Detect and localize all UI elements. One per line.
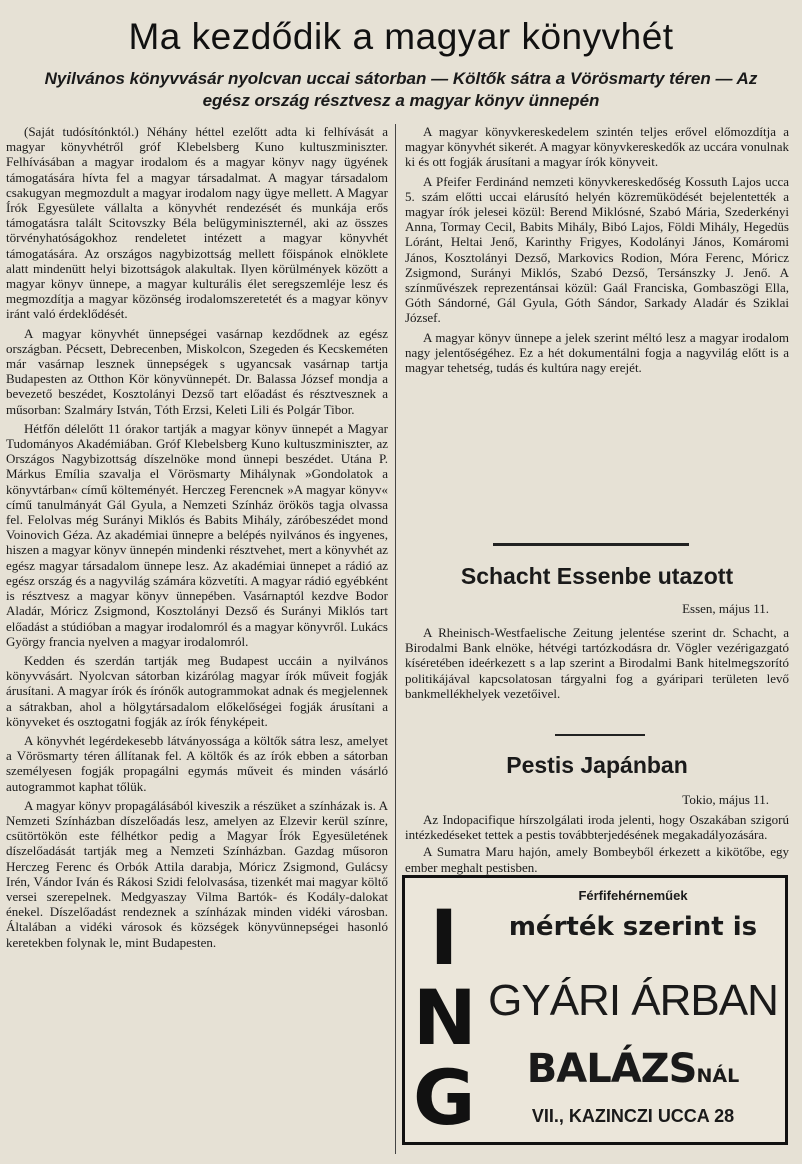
ad-tagline: mérték szerint is xyxy=(508,912,758,942)
article-paragraph: Az Indopacifique hírszolgálati iroda jelenti, hogy Oszakában szigorú intézkedéseket tettek a pestis továbbterjedésének megakadályozására. xyxy=(405,812,789,843)
main-article-column-left xyxy=(6,124,388,1158)
pestis-article-dateline: Tokio, május 11. xyxy=(682,792,769,807)
ad-side-letter: G xyxy=(413,1053,476,1142)
article-paragraph: A magyar könyv propagálásából kiveszik a részüket a színházak is. A Nemzeti Színházban díszelőadás lesz, amelyen az Elzevir kerül színre, csütörtökön este félhétkor pedig a Magyar Írók Egyesületének díszelőadását tartják meg a Nemzeti Színházban. Gazdag műsoron Herczeg Ferenc és Orbók Attila darabja, Móricz Zsigmond, Gulácsy Irén, Vándor Iván és Rákosi Szidi felolvasása, tizenkét mai magyar költő versei szerepelnek. Medgyaszay Vilma Bartók- és Kodály-dalokat énekel. Díszelőadást rendeznek a színházak minden vidéki városban. Általában a vidéki városok és községek könyvünnepségei hasonló keretekben folynak le, mint Budapesten. xyxy=(6,797,388,950)
article-paragraph: A magyar könyvkereskedelem szintén teljes erővel előmozdítja a magyar könyvhét sikerét. A magyar könyvkereskedők az uccára vonulnak ki és ott fogják árusítani a magyar írók könyveit. xyxy=(405,124,789,170)
pestis-article-title: Pestis Japánban xyxy=(506,752,688,778)
ad-brand-suffix: NÁL xyxy=(696,1065,740,1087)
section-divider xyxy=(555,734,645,736)
ing-advertisement xyxy=(402,875,788,1145)
ad-side-letters xyxy=(413,893,477,1142)
main-article-column-right xyxy=(405,124,789,579)
section-divider xyxy=(493,543,689,546)
ad-price-line: GYÁRI ÁRBAN xyxy=(488,976,778,1025)
pestis-article-body xyxy=(405,812,789,877)
article-paragraph: (Saját tudósítónktól.) Néhány héttel ezelőtt adta ki felhívását a magyar könyvhétről gróf Klebelsberg Kuno kultuszminiszter. Felhívásában a magyar irodalom és a magyar könyv nagy ügyének támogatására hívta fel a magyar társadalmat. A magyar társadalom csakugyan megmozdult a magyar irodalom nagy ügye mellett. A Magyar Írók Egyesülete vállalta a könyvhét rendezését és munkája erős támogatásra talált Scitovszky Béla belügyminiszternél, aki az összes törvényhatóságokhoz rendeletet intézett a magyar könyvhét támogatására. Az országos nagybizottság mellett főispánok elnöklete alatt mindenütt helyi bizottságok alakultak. Ilyen körülmények között a magyar könyv ünnepe, a magyar kulturális élet seregszemléje lesz és megmozdítja a magyar közönség irodalomszeretetét és a magyar könyv iránt való érdeklődését. xyxy=(6,124,388,322)
article-paragraph: A magyar könyv ünnepe a jelek szerint méltó lesz a magyar irodalom nagy jelentőségéhez. Ez a hét dokumentálni fogja a nagyvilág előtt is a magyar tehetség, tudás és kultúra nagy erejét. xyxy=(405,329,789,376)
ad-address: VII., KAZINCZI UCCA 28 xyxy=(531,1106,735,1126)
article-paragraph: A magyar könyvhét ünnepségei vasárnap kezdődnek az egész országban. Pécsett, Debrecenben, Miskolcon, Szegeden és Kecskeméten már vasárnap lesznek ünnepségek s ugyancsak vasárnap tartja Budapesten az Otthon Kör könyvünnepét. Dr. Balassa József mondja a bevezető beszédet, Kosztolányi Dezső tart előadást és résztvesznek a műsorban: Szalmáry István, Tóth Erzsi, Keleti Lili és Polgár Tibor. xyxy=(6,325,388,417)
article-paragraph: A Rheinisch-Westfaelische Zeitung jelentése szerint dr. Schacht, a Birodalmi Bank elnöke, hétvégi tartózkodásra dr. Vögler vezérigazgató kíséretében ideérkezett s a lap szerint a Birodalmi Bank hitelmegszorító politikájával kapcsolatosan tárgyalni fog a gyáripari területen levő bankmellékhelyek vezetőivel. xyxy=(405,625,789,701)
schacht-article-body xyxy=(405,625,789,703)
headline: Ma kezdődik a magyar könyvhét xyxy=(128,16,674,57)
ad-category: Férfifehérneműek xyxy=(578,888,688,903)
ad-brand xyxy=(485,1046,781,1092)
ad-brand-name: BALÁZS xyxy=(526,1046,697,1092)
article-paragraph: A Pfeifer Ferdinánd nemzeti könyvkereskedőség Kossuth Lajos ucca 5. szám előtti uccai elárusító helyén közremüködését bejelentették a magyar írók jelesei közül: Berend Miklósné, Szabó Mária, Szederkényi Anna, Tormay Cecil, Babits Mihály, Bibó Lajos, Földi Mihály, Hegedüs Lóránt, Heltai Jenő, Karinthy Frigyes, Kodolányi János, Komáromi János, Kosztolányi Dezső, Markovics Rodion, Móra Ferenc, Móricz Zsigmond, Surányi Miklós, Szabó Dezső, Tersánszky J. Jenő. A színművészek reprezentánsai közül: Gaál Franciska, Gombaszögi Ella, Góth Sándorné, Gál Gyula, Góth Sándor, Sarkady Aladár és Sziklai József. xyxy=(405,173,789,326)
ad-side-letter: N xyxy=(413,973,477,1062)
ad-side-letter: I xyxy=(429,893,459,982)
schacht-article-dateline: Essen, május 11. xyxy=(682,601,769,616)
article-paragraph: Kedden és szerdán tartják meg Budapest uccáin a nyilvános könyvvásárt. Nyolcvan sátorban kizárólag magyar írók műveit fogják árusítani. A magyar írók és írónők autogrammokat adnak és megjelennek a sátrakban, ahol a hölgytársadalom előkelőségei fogják árusítani a könyveket és osztogatni fogják az írók fényképeit. xyxy=(6,652,388,729)
column-divider xyxy=(395,124,396,1154)
article-paragraph: Hétfőn délelőtt 11 órakor tartják a magyar könyv ünnepét a Magyar Tudományos Akadémiában. Gróf Klebelsberg Kuno kultuszminiszter, az Országos Nagybizottság díszelnöke mond ünnepi beszédet. Utána P. Márkus Emília szavalja el Vörösmarty Mihálynak »Gondolatok a könyvtárban« című költeményét. Herczeg Ferencnek »A magyar könyv« című tanulmányát Gál Gyula, a Nemzeti Színház örökös tagja olvassa fel. Felolvas még Surányi Miklós és Babits Mihály, záróbeszédet mond Voinovich Géza. Az akadémiai ünnepre a belépés nyilvános és ingyenes, hiszen a magyar könyv ünnepén mindenki résztvehet, mert a könyvhét az egész magyar társadalom ünnepe lesz. Az akadémiai ünnepet a rádió az egész ország és a nagyvilág számára közvetíti. A magyar rádió egyébként is résztvesz a magyar könyv ünnepében. Vasárnaptól kezdve Bodor Aladár, Móricz Zsigmond, Kosztolányi Dezső és Surányi Miklós tart előadást a stúdióban a magyar irodalomról és a magyar könyvről. Lukács György francia nyelven a magyar irodalomról. xyxy=(6,420,388,649)
article-paragraph: A könyvhét legérdekesebb látványossága a költők sátra lesz, amelyet a Vörösmarty téren állítanak fel. A költők és az írók ebben a sátorban személyesen fogják propagálni egymás műveit és minden vásárló autogrammot kaphat tőlük. xyxy=(6,732,388,794)
subheadline: Nyilvános könyvvásár nyolcvan uccai sátorban — Költők sátra a Vörösmarty téren — Az egész ország résztvesz a magyar könyv ünnepén xyxy=(44,69,758,110)
schacht-article-title: Schacht Essenbe utazott xyxy=(460,563,734,589)
article-paragraph: A Sumatra Maru hajón, amely Bombeyből érkezett a kikötőbe, egy ember meghalt pestisben. xyxy=(405,844,789,875)
